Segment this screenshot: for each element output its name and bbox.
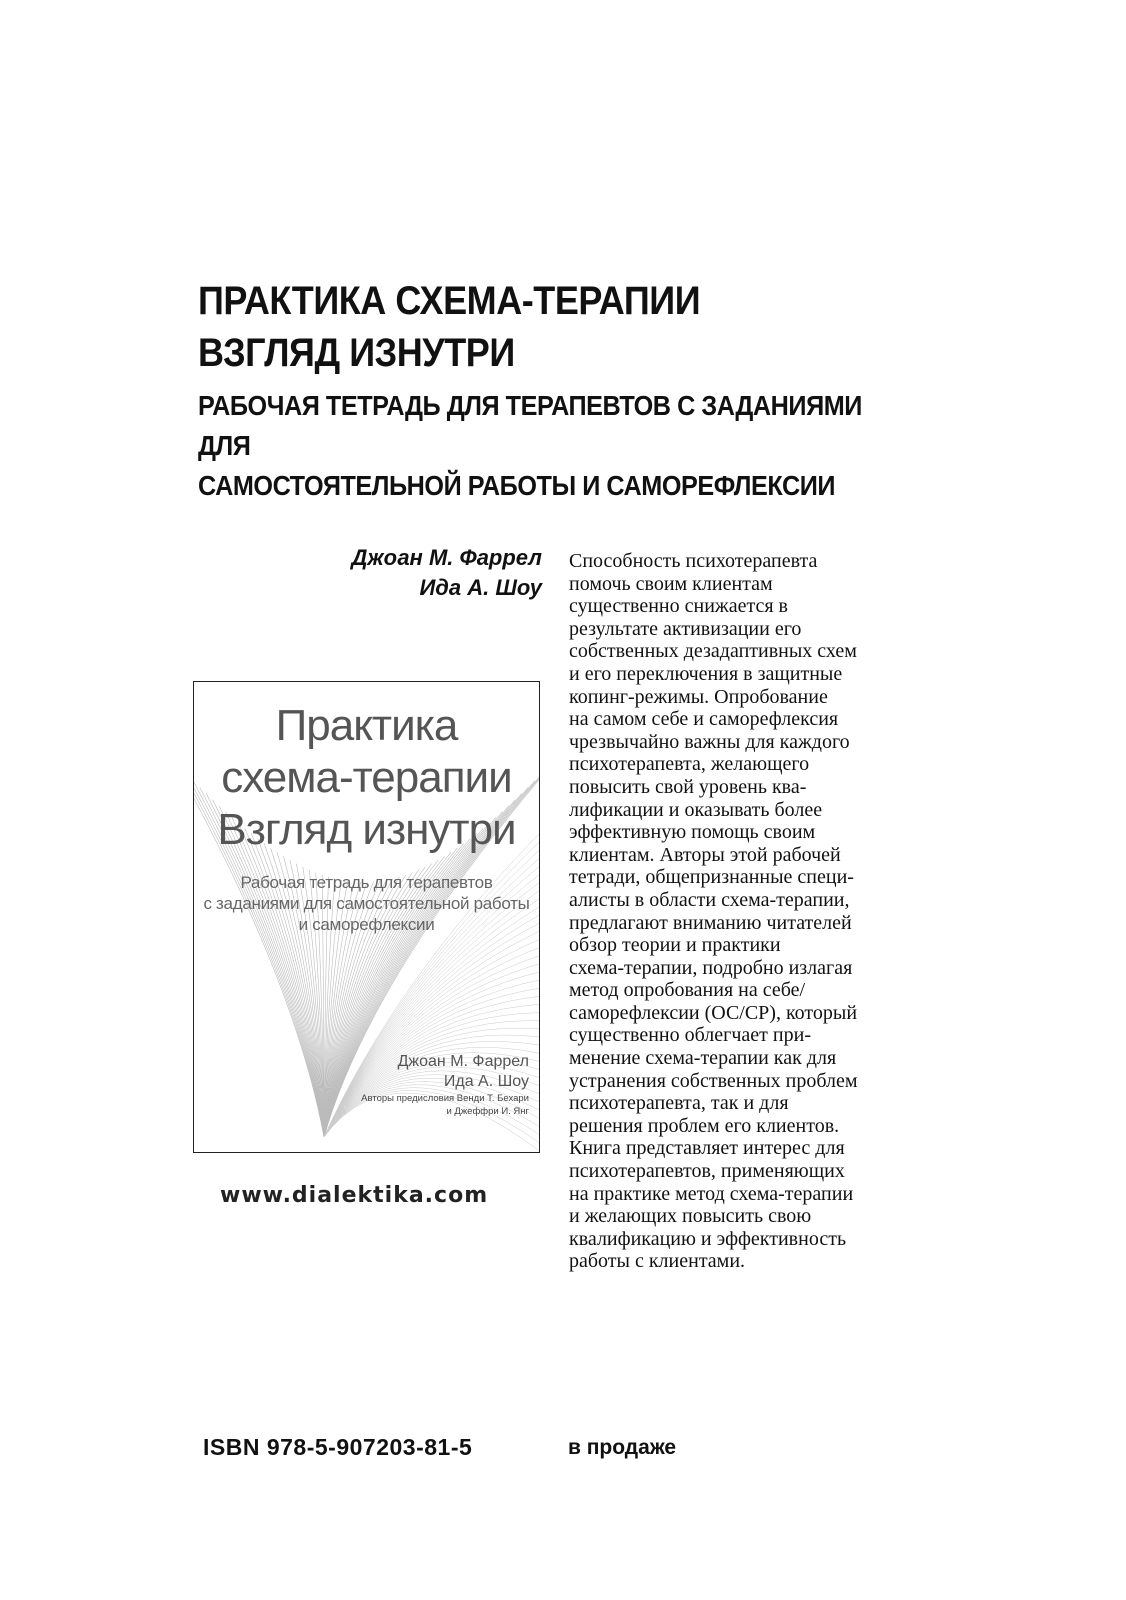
cover-title-line: схема-терапии (221, 753, 512, 802)
cover-subtitle (194, 872, 539, 935)
cover-foreword-credit: Авторы предисловия Венди Т. Бехари (361, 1093, 529, 1104)
description-line: на практике метод схема-терапии (569, 1182, 854, 1205)
description-line: решения проблем его клиентов. (569, 1114, 840, 1137)
description-line: лификации и оказывать более (569, 798, 823, 821)
description-line: помочь своим клиентам (569, 572, 773, 595)
on-sale-label: в продаже (568, 1436, 677, 1459)
description-line: метод опробования на себе/ (569, 979, 806, 1002)
description-line: и его переключения в защитные (569, 662, 843, 685)
author-name: Ида А. Шоу (419, 575, 542, 600)
description-line: устранения собственных проблем (569, 1069, 858, 1092)
cover-title-line: Практика (275, 701, 458, 750)
book-subtitle-line-1: РАБОЧАЯ ТЕТРАДЬ ДЛЯ ТЕРАПЕВТОВ С ЗАДАНИЯМИ ДЛЯ (198, 390, 862, 461)
description-line: эффективную помощь своим (569, 821, 816, 844)
description-line: повысить свой уровень ква- (569, 775, 807, 798)
cover-subtitle-line: и саморефлексии (298, 915, 435, 934)
description-line: квалификацию и эффективность (569, 1227, 847, 1250)
author-name: Джоан М. Фаррел (351, 545, 542, 570)
description-line: существенно облегчает при- (569, 1024, 811, 1047)
description-line: предлагают вниманию читателей (569, 911, 852, 934)
description-line: и желающих повысить свою (569, 1205, 812, 1228)
cover-author-name: Джоан М. Фаррел (397, 1053, 529, 1070)
description-line: копинг-режимы. Опробование (569, 685, 828, 708)
description-line: менение схема-терапии как для (569, 1047, 837, 1070)
book-title (198, 275, 972, 379)
cover-subtitle-line: Рабочая тетрадь для терапевтов (240, 873, 493, 892)
description-line: тетради, общепризнанные специ- (569, 866, 854, 889)
isbn: ISBN 978-5-907203-81-5 (203, 1434, 473, 1460)
description-line: на самом себе и саморефлексия (569, 708, 839, 731)
description-line: клиентам. Авторы этой рабочей (569, 843, 841, 866)
book-subtitle-line-2: САМОСТОЯТЕЛЬНОЙ РАБОТЫ И САМОРЕФЛЕКСИИ (198, 470, 836, 501)
description-line: чрезвычайно важны для каждого (569, 730, 850, 753)
description-line: Способность психотерапевта (569, 550, 818, 572)
description-line: алисты в области схема-терапии, (569, 888, 850, 911)
description-line: Книга представляет интерес для (569, 1137, 845, 1160)
cover-authors (361, 1052, 529, 1118)
book-subtitle (198, 386, 918, 506)
book-description (569, 550, 929, 1273)
description-line: обзор теории и практики (569, 934, 781, 957)
description-line: работы с клиентами. (569, 1250, 746, 1273)
cover-foreword-credit: и Джеффри И. Янг (446, 1106, 529, 1117)
description-line: психотерапевтов, применяющих (569, 1160, 845, 1183)
website-link[interactable]: www.dialektika.com (220, 1183, 489, 1208)
cover-wave-line (232, 817, 324, 1137)
cover-title-line: Взгляд изнутри (217, 805, 516, 854)
description-line: саморефлексии (ОС/СР), который (569, 1001, 858, 1024)
cover-subtitle-line: с заданиями для самостоятельной работы (203, 894, 530, 913)
description-line: результате активизации его (569, 617, 802, 640)
description-line: психотерапевта, так и для (569, 1092, 789, 1115)
description-line: схема-терапии, подробно излагая (569, 956, 853, 979)
description-line: собственных дезадаптивных схем (569, 640, 857, 663)
description-line: психотерапевта, желающего (569, 753, 810, 776)
book-title-line-1: ПРАКТИКА СХЕМА-ТЕРАПИИ (198, 279, 701, 323)
book-cover-image (193, 681, 540, 1153)
authors (352, 543, 542, 603)
book-title-line-2: ВЗГЛЯД ИЗНУТРИ (198, 331, 515, 375)
cover-title (194, 700, 539, 856)
cover-author-name: Ида А. Шоу (443, 1073, 529, 1090)
description-line: существенно снижается в (569, 595, 788, 618)
